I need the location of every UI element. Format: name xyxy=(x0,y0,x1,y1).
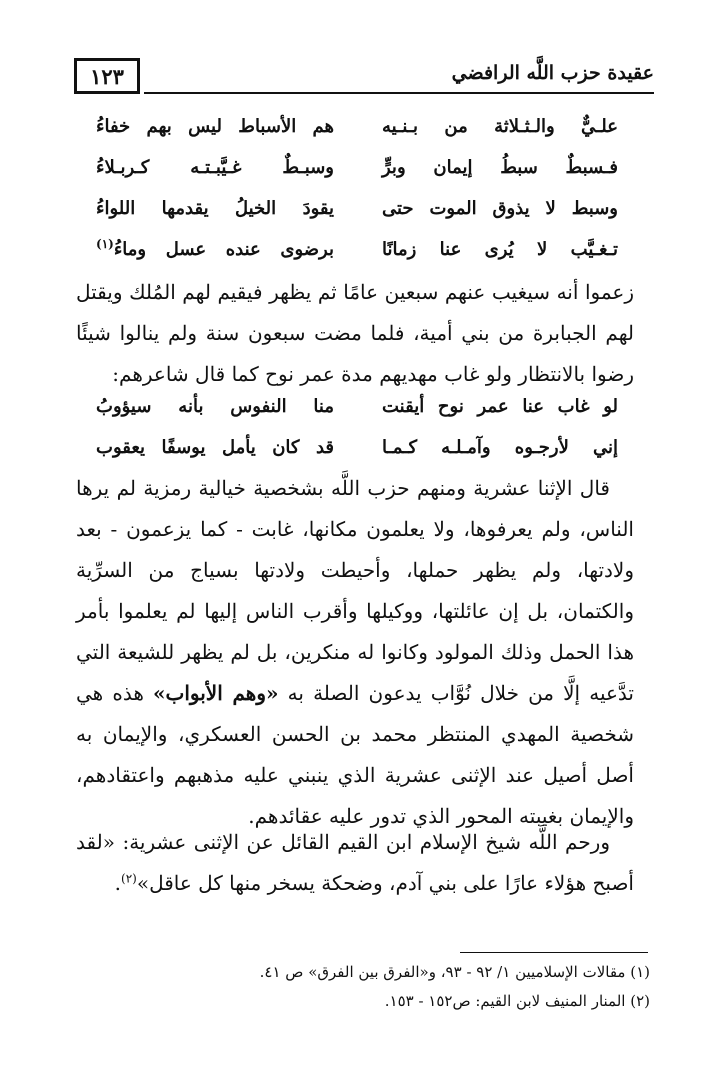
footnote-2: (٢) المنار المنيف لابن القيم: ص١٥٢ - ١٥٣. xyxy=(384,992,650,1010)
footnotes xyxy=(100,958,650,1016)
page-number: ١٢٣ xyxy=(74,58,140,94)
paragraph-text xyxy=(76,468,634,837)
paragraph-text xyxy=(76,822,634,904)
verse-first-hemistich: وسبط لا يذوق الموت حتى xyxy=(382,198,618,219)
paragraph-1 xyxy=(76,272,634,395)
verse-line xyxy=(96,112,618,153)
paragraph-3 xyxy=(76,822,634,904)
running-title: عقيدة حزب اللَّه الرافضي xyxy=(451,62,654,84)
verse-second-hemistich xyxy=(96,239,334,260)
verse-second-hemistich: وسبـطٌ غـيَّبـتـه كـربـلاءُ xyxy=(96,157,334,178)
paragraph-text-part: هذه هي شخصية المهدي المنتظر محمد بن الحسن العسكري، والإيمان به أصل أصيل عند الإثنى عشرية الذي ينبني عليه مذهبهم واعتقادهم، والإيمان بغيبته المحور الذي تدور عليه عقائدهم. xyxy=(76,681,634,828)
verse-second-hemistich: منا النفوس بأنه سيؤوبُ xyxy=(96,396,334,417)
footnote-ref-1: (١) xyxy=(96,237,114,251)
paragraph-text: زعموا أنه سيغيب عنهم سبعين عامًا ثم يظهر فيقيم لهم المُلك ويقتل لهم الجبابرة من بني أمية، فلما مضت سبعون سنة ولم ينالوا شيئًا رضوا بالانتظار ولو غاب مهديهم مدة عمر نوح كما قال شاعرهم: xyxy=(76,280,634,386)
bold-phrase: «وهم الأبواب» xyxy=(153,681,279,705)
poem-block-1 xyxy=(96,112,618,276)
verse-text: برضوى عنده عسل وماءُ xyxy=(113,239,334,260)
verse-first-hemistich: علـيٌّ والـثـلاثة من بـنـيه xyxy=(382,116,618,137)
sentence-end: . xyxy=(114,871,121,895)
verse-first-hemistich: تـغـيَّب لا يُرى عنا زمانًا xyxy=(382,239,618,260)
verse-first-hemistich: فـسبطٌ سبطُ إيمان وبرٍّ xyxy=(382,157,618,178)
footnote-ref-2: (٢) xyxy=(121,871,137,886)
footnote-separator xyxy=(460,952,648,953)
verse-line xyxy=(96,153,618,194)
verse-line xyxy=(96,194,618,235)
page-header xyxy=(74,58,654,100)
verse-line xyxy=(96,235,618,276)
verse-second-hemistich: هم الأسباط ليس بهم خفاءُ xyxy=(96,116,334,137)
paragraph-text-part: ورحم اللَّه شيخ الإسلام ابن القيم القائل عن الإثنى عشرية: «لقد أصبح هؤلاء عارًا على بني آدم، وضحكة يسخر منها كل عاقل» xyxy=(76,830,634,895)
paragraph-2 xyxy=(76,468,634,837)
footnote-1: (١) مقالات الإسلاميين ١/ ٩٢ - ٩٣، و«الفرق بين الفرق» ص ٤١. xyxy=(259,963,650,981)
verse-line xyxy=(96,392,618,433)
verse-first-hemistich: إني لأرجـوه وآمـلـه كـمـا xyxy=(382,437,618,458)
header-rule xyxy=(144,92,654,94)
verse-second-hemistich: يقودَ الخيلُ يقدمها اللواءُ xyxy=(96,198,334,219)
verse-first-hemistich: لو غاب عنا عمر نوح أيقنت xyxy=(382,396,618,417)
paragraph-text-part: قال الإثنا عشرية ومنهم حزب اللَّه بشخصية خيالية رمزية لم يرها الناس، ولم يعرفوها، ولا يعلمون مكانها، غابت - كما يزعمون - بعد ولادتها، ولم يظهر حملها، وأحيطت ولادتها بسياج من السرِّية والكتمان، بل إن عائلتها، ووكيلها وأقرب الناس إليها لم يعلموا بأمر هذا الحمل وذلك المولود وكانوا له منكرين، بل لم يظهر للشيعة التي تدَّعيه إلَّا من خلال نُوَّاب يدعون الصلة به xyxy=(76,476,634,705)
poem-block-2 xyxy=(96,392,618,474)
verse-second-hemistich: قد كان يأمل يوسفًا يعقوب xyxy=(96,437,334,458)
